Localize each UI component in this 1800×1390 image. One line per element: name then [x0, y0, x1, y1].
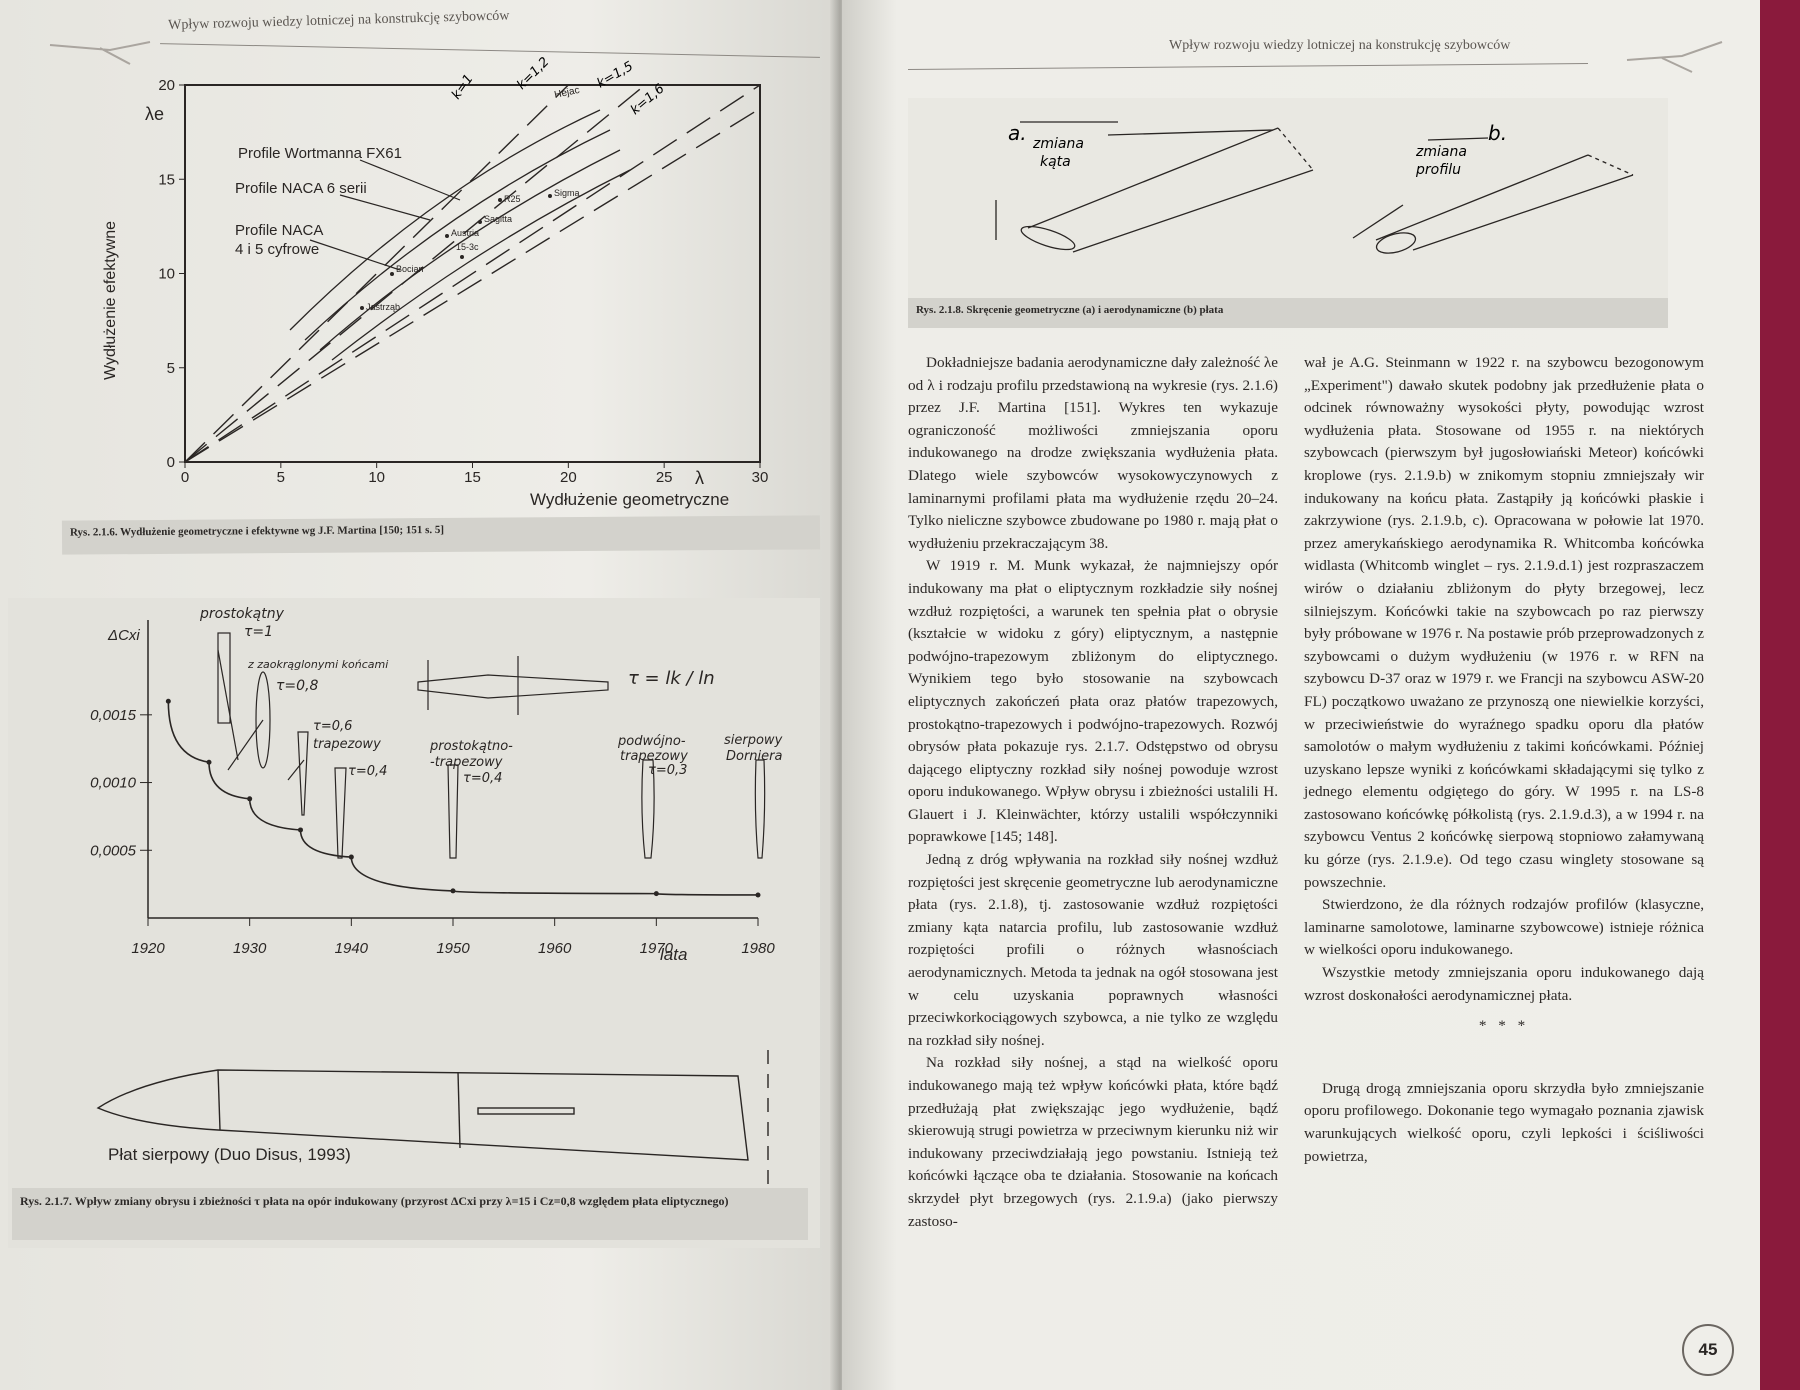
data-point — [207, 760, 212, 765]
series-line-1 — [185, 85, 568, 462]
running-head-rule-left — [160, 43, 820, 58]
x-tick-label: 1920 — [131, 940, 165, 957]
y-tick-label: 10 — [158, 265, 175, 283]
x-tick-label: 1930 — [232, 940, 267, 957]
x-tick-label: 20 — [559, 469, 577, 486]
leader-fx61 — [360, 160, 460, 200]
label-a: a. — [1008, 121, 1027, 145]
y-axis-symbol: λe — [145, 104, 165, 124]
paragraph: W 1919 r. M. Munk wykazał, że najmniejszy opór indukowany ma płat o eliptycznym rozkładzie siły nośnej wzdłuż rozpiętości, a warunek ten spełnia płat o obrysie (kształcie w widoku z góry) eliptycznym, a następnie podwójno-trapezowym zbliżonym do eliptycznego. Wynikiem tego było stosowanie na szybowcach eliptycznych zakończeń płata oraz płatów trapezowych, prostokątno-trapezowych i podwójno-trapezowych. Rozwój obrysów płata pokazuje rys. 2.1.7. Odstępstwo od obrysu dającego eliptyczny rozkład siły nośnej powoduje wzrost oporu indukowanego. Wpływ obrysu i zbieżności ustalili H. Glauert i J. Kleinwächter, którzy ustalili współczynniki poprawkowe [145; 148]. — [908, 557, 1278, 846]
y-axis-symbol: ΔCxi — [108, 627, 140, 644]
x-tick-label: 10 — [368, 469, 386, 486]
data-point — [654, 891, 659, 896]
duo-disus-planform — [98, 1050, 768, 1190]
glider-ornament-right — [1622, 30, 1732, 80]
glider-153c: 15-3c — [456, 242, 479, 252]
label-trapezowy2: -trapezowy — [430, 755, 503, 770]
data-point — [166, 699, 171, 704]
y-axis-label: Wydłużenie efektywne — [102, 220, 119, 380]
series-line-3 — [185, 85, 760, 462]
right-page — [842, 0, 1760, 1390]
label-sierpowy: sierpowy — [724, 733, 783, 748]
text-column-1 — [908, 352, 1278, 1233]
k-label-3: k=1,5 — [594, 58, 636, 92]
label-podwojno: podwójno- — [618, 734, 686, 749]
running-head-left: Wpływ rozwoju wiedzy lotniczej na konstrukcję szybowców — [168, 8, 510, 33]
page-number: 45 — [1682, 1324, 1734, 1376]
caption-2-1-6: Rys. 2.1.6. Wydłużenie geometryczne i efektywne wg J.F. Martina [150; 151 s. 5] — [62, 515, 820, 554]
x-tick-label: 1980 — [741, 940, 775, 957]
label-dorniera: Dorniera — [726, 749, 783, 764]
x-tick-label: 1940 — [334, 940, 369, 957]
leader-naca6 — [340, 195, 430, 220]
caption-2-1-8: Rys. 2.1.8. Skręcenie geometryczne (a) i aerodynamiczne (b) płata — [908, 298, 1668, 328]
x-tick-label: 1950 — [436, 940, 470, 957]
label-naca6: Profile NACA 6 serii — [235, 180, 367, 197]
glider-jastrzab: Jastrząb — [366, 302, 401, 312]
label-tau-06: τ=0,6 — [313, 719, 353, 734]
x-tick-label: 15 — [464, 469, 481, 486]
chart-2-1-6 — [102, 77, 768, 509]
paragraph: Jedną z dróg wpływania na rozkład siły nośnej wzdłuż rozpiętości jest skręcenie geometryczne lub aerodynamiczne płata (rys. 2.1.8), tj. zastosowanie wzdłuż rozpiętości zmiany kąta natarcia profilu, lub zastosowanie wzdłuż rozpiętości profili o różnych własnościach aerodynamicznych. Metoda ta jednak na ogół stosowana jest w celu uzyskania poprawnych własności przeciwkorkociągowych szybowca, a nie tylko ze względu na rozkład siły nośnej. — [908, 851, 1278, 1049]
y-tick-label: 5 — [166, 359, 175, 377]
series-line — [168, 701, 758, 895]
label-trapezowy: trapezowy — [313, 737, 381, 752]
x-tick-label: 30 — [751, 469, 769, 486]
x-tick-label: 5 — [276, 469, 286, 486]
left-page — [0, 0, 838, 1390]
glider-sagitta: Sagitta — [484, 214, 513, 224]
glider-points — [360, 85, 581, 312]
caption-2-1-7: Rys. 2.1.7. Wpływ zmiany obrysu i zbieżności τ płata na opór indukowany (przyrost ΔCxi przy λ=15 i Cz=0,8 względem płata eliptycznego) — [12, 1188, 808, 1240]
label-tau-1: τ=1 — [244, 624, 274, 640]
x-tick-label: 25 — [655, 469, 673, 486]
x-axis-symbol: λ — [695, 468, 704, 488]
wing-b-sketch — [1353, 138, 1633, 257]
duo-disus-label: Płat sierpowy (Duo Disus, 1993) — [108, 1145, 351, 1164]
paragraph: Na rozkład siły nośnej, a stąd na wielkość oporu indukowanego mają też wpływ końcówki płata, które bądź przedłużają płat zwiększając jego wydłużenie, bądź skierowują strugi powietrza w przeciwnym kierunku niż wir indukowany przeciwdziałają jego powstaniu. Istnieją też końcówki łączące oba te działania. Stosowanie na końcach skrzydeł płyt brzegowych (rys. 2.1.9.a) (jako pierwszy zastoso- — [908, 1054, 1278, 1230]
paragraph: Dokładniejsze badania aerodynamiczne dały zależność λe od λ i rodzaju profilu przedstawioną na wykresie (rys. 2.1.6) przez J.F. Martina [151]. Wykres ten wykazuje ograniczoność możliwości zmniejszania oporu indukowanego na drodze zwiększania wydłużenia płata. Dlatego wiele szybowców wysokowyczynowych z laminarnymi profilami płata ma wydłużenie rzędu 20–24. Tylko nieliczne szybowce zbudowane po 1980 r. mają płat o wydłużeniu przekraczającym 38. — [908, 354, 1278, 552]
label-prostokatny: prostokątny — [200, 606, 284, 622]
running-head-rule-right — [908, 63, 1588, 70]
glider-bocian: Bocian — [396, 264, 424, 274]
label-tau-04a: τ=0,4 — [348, 764, 388, 779]
label-tau-04b: τ=0,4 — [463, 771, 503, 786]
x-tick-label: 0 — [180, 469, 190, 486]
y-tick-label: 20 — [158, 77, 175, 94]
data-point — [247, 796, 252, 801]
data-point — [298, 827, 303, 832]
label-naca-b: 4 i 5 cyfrowe — [235, 241, 320, 258]
label-tau-03: τ=0,3 — [648, 763, 688, 778]
paragraph: wał je A.G. Steinmann w 1922 r. na szybowcu bezogonowym „Experiment") dawało skutek podobny jak przedłużenie płata o odcinek równoważny wysokości płyty, powodując wzrost wydłużenia płata. Stosowane od 1955 r. na niektórych szybowcach (pierwszym był jugosłowiański Meteor) końcówki kroplowe (rys. 2.1.9.b) w znikomym stopniu zmniejszały wir indukowany na końcu płata. Zastąpiły ją końcówki płaskie i zakrzywione (rys. 2.1.9.b, c). Opracowana w połowie lat 1970. przez amerykańskiego aerodynamika R. Whitcomba końcówka widlasta (Whitcomb winglet – rys. 2.1.9.d.1) jest rozpraszaczem wirów o działaniu zbliżonym do płyty brzegowej, lecz silniejszym. Końcówki takie na szybowcach po raz pierwszy były próbowane w 1976 r. Na postawie prób przeprowadzonych z szybowcami o dużym wydłużeniu (w 1976 r. w RFN na szybowcu D-37 oraz w 1979 r. we Francji na szybowcu ASW-20 FL) początkowo uważano ze przynoszą one niewielkie korzyści, w przeciwieństwie do wyraźnego spadku oporu dla płatów samolotów o małym wydłużeniu z takimi końcówkami. Później uzyskano lepsze wyniki z końcówkami składającymi się tylko z jednego elementu odgiętego do góry. W 1995 r. na LS-8 zastosowano końcówkę półkolistą (rys. 2.1.9.d.3), a w 1994 r. na szybowcu Ventus 2 końcówkę sierpową stopniowo załamywaną ku górze (rys. 2.1.9.e). Od tego czasu winglety stosowane są powszechnie. — [1304, 354, 1704, 891]
x-tick-label: 1970 — [639, 940, 674, 957]
data-point — [451, 888, 456, 893]
figure-2-1-7 — [8, 600, 820, 1190]
paragraph: Drugą drogą zmniejszania oporu skrzydła było zmniejszanie oporu profilowego. Dokonanie tego wymagało poznania zjawisk warunkujących wielkość oporu, czyli lepkości i ściśliwości powietrza, — [1304, 1079, 1704, 1165]
label-trapezowy3: trapezowy — [620, 749, 688, 764]
figure-2-1-6 — [70, 54, 830, 509]
label-tau-08: τ=0,8 — [276, 678, 319, 694]
glider-hejac: Hejac — [553, 84, 581, 101]
label-a-text1: zmiana — [1033, 136, 1084, 152]
label-naca-a: Profile NACA — [235, 222, 324, 239]
y-tick-label: 15 — [158, 171, 175, 189]
paragraph: Stwierdzono, że dla różnych rodzajów profilów (klasyczne, laminarne samolotowe, laminarne szybowcowe) istnieje różnica w wielkości oporu indukowanego. — [1304, 896, 1704, 959]
figure-2-1-8 — [908, 100, 1668, 300]
k-label-4: k=1,6 — [627, 81, 668, 119]
label-a-text2: kąta — [1040, 154, 1071, 170]
label-zaokraglonymi: z zaokrąglonymi końcami — [248, 658, 389, 671]
section-separator: * * * — [1478, 1017, 1530, 1035]
label-b: b. — [1488, 121, 1508, 145]
k-label-2: k=1,2 — [514, 54, 553, 93]
y-tick-label: 0,0015 — [90, 706, 136, 724]
label-b-text2: profilu — [1416, 162, 1462, 178]
tau-formula: τ = lk / ln — [628, 668, 715, 689]
y-tick-label: 0,0005 — [90, 842, 136, 860]
leader-naca — [310, 240, 400, 270]
text-column-2 — [1304, 352, 1704, 1168]
k-label-1: k=1 — [448, 71, 477, 103]
running-head-right: Wpływ rozwoju wiedzy lotniczej na konstrukcję szybowców — [1169, 38, 1511, 53]
x-axis-label: Wydłużenie geometryczne — [530, 490, 730, 509]
data-point — [349, 855, 354, 860]
sketch-labels — [199, 606, 783, 786]
label-fx61: Profile Wortmanna FX61 — [238, 145, 402, 162]
paragraph: Wszystkie metody zmniejszania oporu indukowanego dają wzrost doskonałości aerodynamicznej płata. — [1304, 964, 1704, 1004]
glider-sigma: Sigma — [554, 188, 580, 198]
label-b-text1: zmiana — [1416, 144, 1467, 160]
x-axis-symbol: lata — [660, 945, 688, 964]
label-prostokatno: prostokątno- — [430, 739, 513, 754]
y-tick-label: 0 — [166, 454, 175, 471]
glider-austria: Austria — [451, 228, 480, 238]
y-tick-label: 0,0010 — [90, 774, 136, 792]
data-point — [756, 892, 761, 897]
glider-r25: R25 — [504, 194, 521, 204]
x-tick-label: 1960 — [537, 940, 572, 957]
